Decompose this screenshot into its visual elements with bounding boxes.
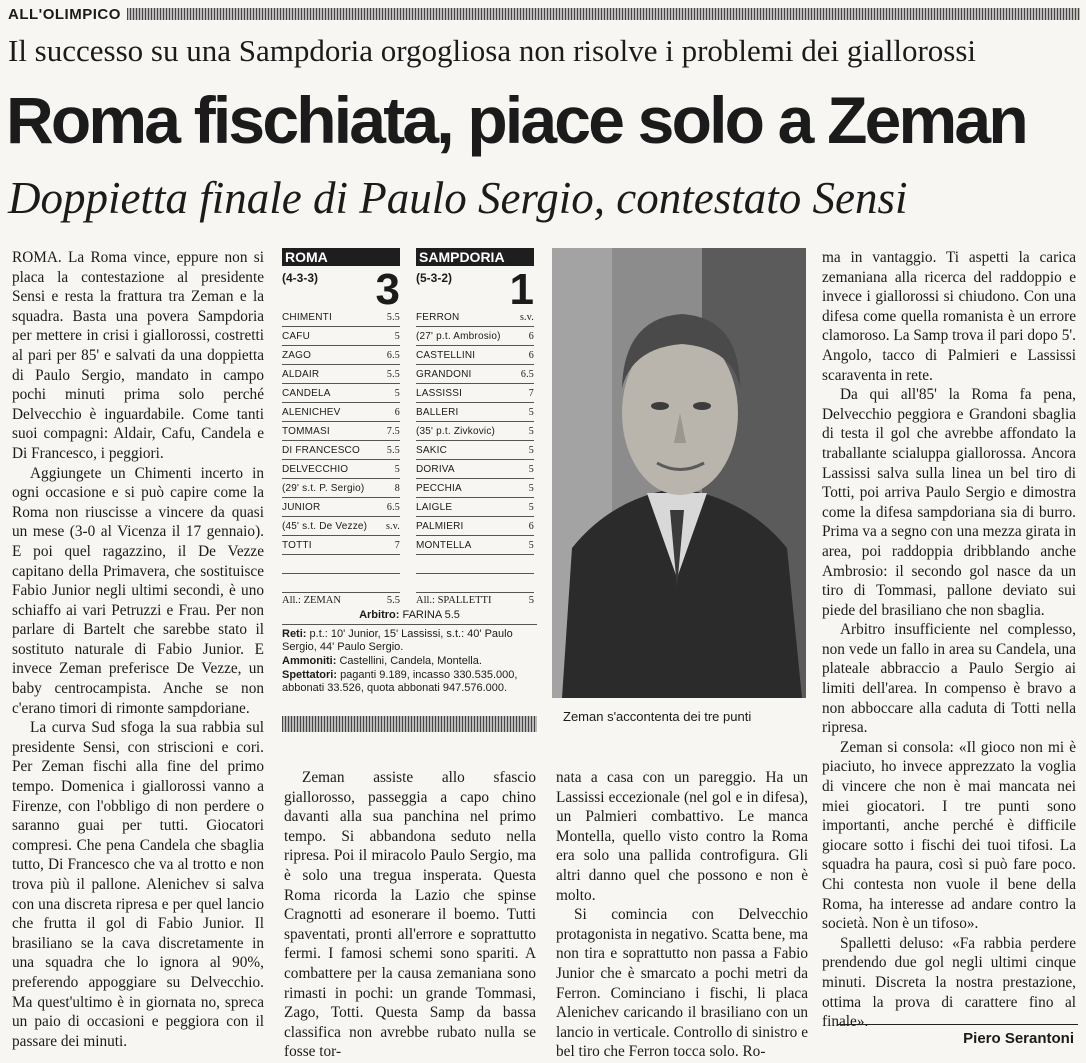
samp-coach (416, 592, 534, 606)
formation: (5-3-2) (416, 271, 453, 285)
paragraph: La curva Sud sfoga la sua rabbia sul presidente Sensi, con striscioni e cori. Per Zeman fischi alla fine del primo tempo. Domenica i giallorossi vanno a Firenze, con l'obbligo di non perdere o saranno guai per tutti. Giocatori compresi. Che pena Candela che sbaglia tutto, Di Francesco che va al trotto e non trova più il pallone. Alenichev si salva con una discreta ripresa e per quel lancio che frutta il gol di Fabio Junior. Il brasiliano se la cava discretamente in una squadra che lo ignora al 90%, preferendo appoggiare su Delvecchio. Ma quest'ultimo è in giornata no, spreca un paio di occasioni e peggiora con il passare dei minuti. (12, 719, 264, 1050)
player-rating: 5 (528, 445, 534, 456)
player-rating: 6.5 (386, 350, 400, 361)
coach-rating: 5.5 (386, 595, 400, 606)
player-row (282, 536, 400, 555)
player-name: CAFU (282, 331, 311, 342)
article-column-1 (12, 248, 264, 1051)
box-bottom-rule (282, 716, 537, 732)
player-name: TOMMASI (282, 426, 330, 437)
team-name: SAMPDORIA (416, 248, 534, 266)
paragraph: Da qui all'85' la Roma fa pena, Delvecchio peggiora e Grandoni sbaglia di testa il gol che avrebbe affondato la traballante scialuppa giallorossa. Ancora Lassissi salva sulla linea un bel tiro di Totti, poi arriva Paulo Sergio e dimostra come la difesa sampdoriana sia di burro. Prima va a segno con una mezza girata in area, poi raddoppia dribblando anche Ambrosio: il secondo gol nasce da un tiro di Tommasi, pallone deviato sui piede del brasiliano che non sbaglia. (822, 386, 1076, 619)
player-name: BALLERI (416, 407, 459, 418)
player-name: DORIVA (416, 464, 455, 475)
player-name: ZAGO (282, 350, 312, 361)
goals (282, 628, 537, 654)
paragraph: Zeman assiste allo sfascio giallorosso, passeggia a capo chino davanti alla sua panchina nel primo tempo. Si abbandona seduto nella ripresa. Poi il miracolo Paulo Sergio, ma è solo una tregua insperata. Questa Roma ricorda la Lazio che spinse Cragnotti ad esonerare il boemo. Tutti spaventati, pronti all'errore e soprattutto fermi. I famosi schemi sono spariti. A combattere per la causa zemaniana sono rimasti in pochi: un grande Tommasi, Zago, Totti. Questa Samp da bassa classifica non avrebbe rubato nulla se fosse tor- (284, 769, 536, 1061)
player-name: JUNIOR (282, 502, 321, 513)
player-rating: 6.5 (520, 369, 534, 380)
paragraph: Zeman si consola: «Il gioco non mi è piaciuto, ho invece apprezzato la voglia di vincere che non è mai mancata nei miei giocatori. I tre punti sono importanti, anche perché è difficile giocare sotto i fischi dei tuoi tifosi. La squadra ha paura, così si può fare poco. Chi contesta non vuole il bene della Roma, ha interesse ad andare contro la società. Non è un tifoso». (822, 738, 1076, 933)
player-rating: 6 (394, 407, 400, 418)
bookings-value: Castellini, Candela, Montella. (339, 655, 482, 667)
player-row (282, 517, 400, 536)
paragraph: Spalletti deluso: «Fa rabbia perdere prendendo due gol negli ultimi cinque minuti. Discreta la nostra prestazione, ottima la prova di carattere fino al finale». (822, 934, 1076, 1031)
article-column-2 (284, 768, 536, 1062)
samp-player-list (416, 308, 534, 574)
team-sampdoria (416, 248, 534, 316)
team-roma (282, 248, 400, 316)
score: 3 (375, 265, 400, 314)
player-rating: 6.5 (386, 502, 400, 513)
player-rating: 5 (528, 464, 534, 475)
coach-name: All.: ZEMAN (282, 595, 341, 606)
player-row (416, 327, 534, 346)
player-row (416, 403, 534, 422)
player-row (416, 441, 534, 460)
player-row (282, 441, 400, 460)
player-rating: 5.5 (386, 312, 400, 323)
section-kicker (8, 4, 1080, 24)
spectators-value: paganti 9.189, incasso 330.535.000, abbonati 33.526, quota abbonati 947.576.000. (282, 669, 518, 694)
paragraph: ROMA. La Roma vince, eppure non si placa la contestazione al presidente Sensi e resta la frattura tra Zeman e la squadra. Basta una povera Sampdoria per mettere in crisi i giallorossi, costretti al pari per 85' e salvati da una doppietta di Paulo Sergio, mandato in campo pochi minuti prima solo perché Delvecchio è inguardabile. Come tanti suoi compagni: Aldair, Cafu, Candela e Di Francesco, i peggiori. (12, 249, 264, 462)
player-rating: 6 (528, 331, 534, 342)
player-rating: 5 (394, 331, 400, 342)
spectators-label: Spettatori: (282, 669, 337, 681)
kicker-label: ALL'OLIMPICO (8, 5, 121, 23)
coach-rating: 5 (528, 595, 534, 606)
player-row (416, 422, 534, 441)
photo-caption: Zeman s'accontenta dei tre punti (563, 709, 752, 724)
player-row (416, 555, 534, 574)
referee (282, 609, 537, 625)
player-rating: 5 (528, 426, 534, 437)
player-row (282, 327, 400, 346)
subheadline: Il successo su una Sampdoria orgogliosa non risolve i problemi dei giallorossi (8, 33, 977, 68)
player-row (282, 422, 400, 441)
player-name: SAKIC (416, 445, 448, 456)
paragraph: Arbitro insufficiente nel complesso, non vede un fallo in area su Candela, una plateale abbraccio a Paulo Sergio ai limiti dell'area. In compenso è bravo a non abboccare alla caduta di Totti nella ripresa. (822, 621, 1076, 737)
player-rating: 5.5 (386, 369, 400, 380)
player-row (416, 365, 534, 384)
roma-player-list (282, 308, 400, 574)
score: 1 (509, 265, 534, 314)
player-rating: 5 (528, 483, 534, 494)
roma-coach (282, 592, 400, 606)
bookings-label: Ammoniti: (282, 655, 337, 667)
player-row (416, 498, 534, 517)
player-row (282, 346, 400, 365)
player-row (282, 403, 400, 422)
paragraph: ma in vantaggio. Ti aspetti la carica zemaniana alla ricerca del raddoppio e invece i giallorossi si chiudono. Con una difesa come quella romanista è un errore clamoroso. La Samp trova il pari dopo 5'. Angolo, tacco di Palmieri e Lassissi scaraventa in rete. (822, 249, 1076, 384)
goals-label: Reti: (282, 628, 307, 640)
player-row (282, 498, 400, 517)
player-row (416, 346, 534, 365)
article-column-3 (556, 768, 808, 1062)
player-name: PECCHIA (416, 483, 462, 494)
player-rating: 7 (528, 388, 534, 399)
spectators (282, 669, 537, 695)
player-name: CANDELA (282, 388, 331, 399)
player-row (282, 308, 400, 327)
player-row (416, 517, 534, 536)
player-rating: 5 (528, 502, 534, 513)
player-row (416, 384, 534, 403)
player-name: CASTELLINI (416, 350, 476, 361)
portrait-illustration (552, 248, 806, 698)
player-row (282, 479, 400, 498)
team-name: ROMA (282, 248, 400, 266)
match-info (282, 609, 537, 696)
kicker-rule (127, 8, 1080, 20)
player-row (282, 384, 400, 403)
player-rating: s.v. (519, 312, 534, 323)
player-row (416, 536, 534, 555)
bookings (282, 655, 537, 668)
paragraph: Si comincia con Delvecchio protagonista in negativo. Scatta bene, ma non tira e soprattutto non passa a Fabio Junior che è smarcato a pochi metri da Ferron. Cominciano i fischi, li placa Alenichev caricando il brasiliano con un lancio in verticale. Controllo di sinistro e bel tiro che Ferron tocca solo. Ro- (556, 906, 808, 1061)
player-name: (27' p.t. Ambrosio) (416, 331, 501, 342)
headline: Roma fischiata, piace solo a Zeman (6, 83, 1026, 157)
player-rating: 5 (394, 464, 400, 475)
player-rating: 5 (528, 540, 534, 551)
player-name: ALDAIR (282, 369, 320, 380)
deck-italic: Doppietta finale di Paulo Sergio, contestato Sensi (8, 173, 908, 223)
paragraph: Aggiungete un Chimenti incerto in ogni occasione e si può capire come la Roma non riuscisse a vincere da quasi un mese (3-0 al Vicenza il 17 gennaio). E poi quel ragazzino, il De Vezze capitano della Primavera, che sostituisce Fabio Junior negli ultimi secondi, è uno schiaffo ai vari Petruzzi e Frau. Per non parlare di Bartelt che sarebbe stato il sostituto naturale di Fabio Junior. E invece Zeman preferisce De Vezze, un baby centrocampista. Anche se non c'erano timori di rimonte sampdoriane. (12, 464, 264, 717)
player-rating: 6 (528, 350, 534, 361)
formation: (4-3-3) (282, 271, 319, 285)
zeman-photo (552, 248, 806, 698)
player-name: ALENICHEV (282, 407, 341, 418)
player-name: TOTTI (282, 540, 312, 551)
player-name: GRANDONI (416, 369, 472, 380)
player-name: MONTELLA (416, 540, 472, 551)
player-row (416, 479, 534, 498)
player-name: LAIGLE (416, 502, 453, 513)
player-rating: 5 (394, 388, 400, 399)
player-rating: 7.5 (386, 426, 400, 437)
player-rating: 5 (528, 407, 534, 418)
player-rating: 8 (394, 483, 400, 494)
player-name: LASSISSI (416, 388, 463, 399)
goals-value: p.t.: 10' Junior, 15' Lassissi, s.t.: 40' Paulo Sergio, 44' Paulo Sergio. (282, 628, 513, 653)
player-rating: 6 (528, 521, 534, 532)
player-rating: s.v. (385, 521, 400, 532)
player-name: FERRON (416, 312, 460, 323)
paragraph: nata a casa con un pareggio. Ha un Lassissi eccezionale (nel gol e in difesa), un Palmieri combattivo. Le manca Montella, quello visto contro la Roma era solo una pallida controfigura. Gli altri danno quel che possono e non è molto. (556, 769, 808, 904)
player-name: CHIMENTI (282, 312, 332, 323)
player-row (282, 555, 400, 574)
player-rating: 5.5 (386, 445, 400, 456)
player-name: (45' s.t. De Vezze) (282, 521, 368, 532)
author-byline: Piero Serantoni (963, 1030, 1074, 1047)
signature-rule (838, 1024, 1078, 1025)
player-row (282, 365, 400, 384)
article-column-4 (822, 248, 1076, 1032)
player-rating: 7 (394, 540, 400, 551)
coach-name: All.: SPALLETTI (416, 595, 492, 606)
player-row (282, 460, 400, 479)
player-name: PALMIERI (416, 521, 464, 532)
player-name: DI FRANCESCO (282, 445, 360, 456)
player-row (416, 460, 534, 479)
player-name: (35' p.t. Zivkovic) (416, 426, 496, 437)
referee-value: FARINA 5.5 (402, 609, 460, 621)
player-name: (29' s.t. P. Sergio) (282, 483, 365, 494)
player-name: DELVECCHIO (282, 464, 349, 475)
player-row (416, 308, 534, 327)
referee-label: Arbitro: (359, 609, 400, 621)
